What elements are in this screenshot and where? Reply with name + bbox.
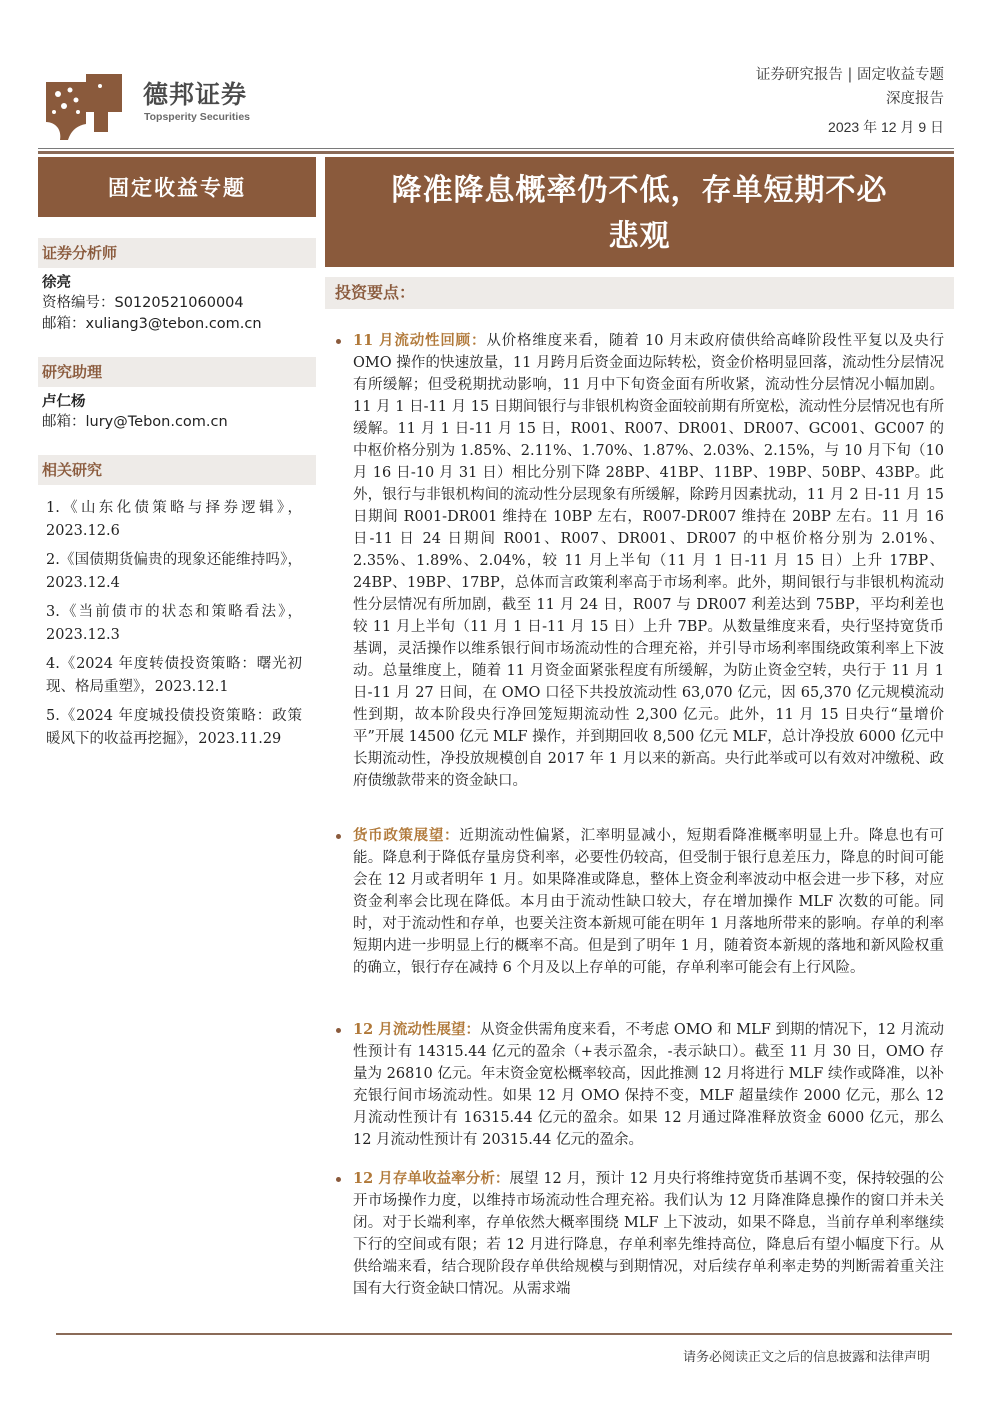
assistant-heading: 研究助理 bbox=[38, 357, 316, 387]
key-point-3 bbox=[353, 1019, 944, 1151]
brand-name-cn: 德邦证券 bbox=[143, 80, 248, 109]
header-divider-thick bbox=[38, 151, 954, 154]
report-title bbox=[325, 157, 954, 267]
key-point-1 bbox=[353, 330, 944, 792]
company-logo-icon bbox=[44, 72, 128, 140]
report-title-line1: 降准降息概率仍不低，存单短期不必 bbox=[391, 173, 888, 208]
report-date: 2023 年 12 月 9 日 bbox=[828, 119, 944, 135]
bullet-dot bbox=[336, 339, 341, 344]
related-item[interactable]: 5.《2024 年度城投债投资策略：政策暖风下的收益再挖掘》，2023.11.29 bbox=[46, 708, 302, 747]
footer-disclaimer: 请务必阅读正文之后的信息披露和法律声明 bbox=[682, 1350, 930, 1365]
related-item[interactable]: 3.《当前债市的状态和策略看法》，2023.12.3 bbox=[46, 604, 302, 643]
key-point-lead: 11 月流动性回顾： bbox=[353, 332, 487, 349]
assistant-name: 卢仁杨 bbox=[42, 393, 86, 410]
analyst-cert: 资格编号：S0120521060004 bbox=[42, 295, 244, 311]
bullet-dot bbox=[336, 1177, 341, 1182]
key-point-body: 展望 12 月，预计 12 月央行将维持宽货币基调不变，保持较强的公开市场操作力度，以维持市场流动性合理充裕。我们认为 12 月降准降息操作的窗口并未关闭。对于长端利率，存单依然大概率围绕 MLF 上下波动，如果不降息，当前存单利率继续下行的空间或有限；若 12 月进行降息，存单利率先维持高位，降息后有望小幅度下行。从供给端来看，结合现阶段存单供给规模与到期情况，对后续存单利率走势的判断需着重关注国有大行资金缺口情况。从需求端 bbox=[353, 1171, 944, 1297]
bullet-dot bbox=[336, 1028, 341, 1033]
report-title-line2: 悲观 bbox=[608, 219, 671, 254]
assistant-email: 邮箱：lury@Tebon.com.cn bbox=[42, 414, 228, 430]
key-point-lead: 12 月流动性展望： bbox=[353, 1021, 481, 1038]
report-subtype: 深度报告 bbox=[886, 91, 944, 107]
footer-divider bbox=[56, 1333, 952, 1335]
header-divider bbox=[38, 148, 954, 149]
key-point-body: 从资金供需角度来看，不考虑 OMO 和 MLF 到期的情况下，12 月流动性预计有 14315.44 亿元的盈余（+表示盈余，-表示缺口）。截至 11 月 30 日，OMO 存量为 26810 亿元。年末资金宽松概率较高，因此推测 12 月将进行 MLF 续作或降准，以补充银行间市场流动性。如果 12 月 OMO 保持不变，MLF 超量续作 2000 亿元，那么 12 月流动性预计有 16315.44 亿元的盈余。如果 12 月通过降准释放资金 6000 亿元，那么 12 月流动性预计有 20315.44 亿元的盈余。 bbox=[353, 1022, 944, 1148]
key-point-lead: 12 月存单收益率分析： bbox=[353, 1170, 510, 1187]
key-point-body: 近期流动性偏紧，汇率明显减小，短期看降准概率明显上升。降息也有可能。降息利于降低存量房贷利率，必要性仍较高，但受制于银行息差压力，降息的时间可能会在 12 月或者明年 1 月。如果降准或降息，整体上资金利率波动中枢会进一步下移，对应资金利率会比现在降低。本月由于流动性缺口较大，存在增加操作 MLF 次数的可能。同时，对于流动性和存单，也要关注资本新规可能在明年 1 月落地所带来的影响。存单的利率短期内进一步明显上行的概率不高。但是到了明年 1 月，随着资本新规的落地和新风险权重的确立，银行存在减持 6 个月及以上存单的可能，存单利率可能会有上行风险。 bbox=[353, 828, 945, 976]
related-item[interactable]: 1.《山东化债策略与择券逻辑》，2023.12.6 bbox=[46, 500, 302, 539]
key-point-2 bbox=[353, 825, 944, 979]
bullet-dot bbox=[336, 834, 341, 839]
related-research-list bbox=[46, 497, 302, 757]
analyst-name: 徐亮 bbox=[42, 274, 71, 291]
category-banner: 固定收益专题 bbox=[38, 157, 316, 217]
related-item[interactable]: 2.《国债期货偏贵的现象还能维持吗》，2023.12.4 bbox=[46, 552, 302, 591]
key-point-4 bbox=[353, 1168, 944, 1300]
key-point-lead: 货币政策展望： bbox=[353, 827, 460, 844]
analyst-heading: 证券分析师 bbox=[38, 238, 316, 268]
related-research-heading: 相关研究 bbox=[38, 455, 316, 485]
analyst-email: 邮箱：xuliang3@tebon.com.cn bbox=[42, 316, 262, 332]
key-points-heading: 投资要点： bbox=[325, 277, 954, 309]
report-type: 证券研究报告 | 固定收益专题 bbox=[755, 67, 944, 83]
key-point-body: 从价格维度来看，随着 10 月末政府债供给高峰阶段性平复以及央行 OMO 操作的快速放量，11 月跨月后资金面边际转松，资金价格明显回落，流动性分层情况有所缓解；但受税期扰动影响，11 月中下旬资金面有所收紧，流动性分层情况小幅加剧。11 月 1 日-11 月 15 日期间银行与非银机构资金面较前期有所宽松，流动性分层情况也有所缓解。11 月 1 日-11 月 15 日，R001、R007、DR001、DR007、GC001、GC007 的中枢价格分别为 1.85%、2.11%、1.70%、1.87%、2.03%、2.15%，与 10 月下旬（10 月 16 日-10 月 31 日）相比分别下降 28BP、41BP、11BP、19BP、50BP、43BP。此外，银行与非银机构间的流动性分层现象有所缓解，除跨月因素扰动，11 月 2 日-11 月 15 日期间 R001-DR001 维持在 10BP 左右，R007-DR007 维持在 20BP 左右。11 月 16 日-11 日 24 日期间 R001、R007、DR001、DR007 的中枢价格分别为 2.01%、2.35%、1.89%、2.04%，较 11 月上半旬（11 月 1 日-11 月 15 日）上升 17BP、24BP、19BP、17BP，总体而言政策利率高于市场利率。此外，期间银行与非银机构流动性分层情况有所加剧，截至 11 月 24 日，R007 与 DR007 利差达到 75BP，平均利差也较 11 月上半旬（11 月 1 日-11 月 15 日）上升 7BP。从数量维度来看，央行坚持宽货币基调，灵活操作以维系银行间市场流动性的合理充裕，并引导市场利率围绕政策利率上下波动。总量维度上，随着 11 月资金面紧张程度有所缓解，为防止资金空转，央行于 11 月 1 日-11 月 27 日间，在 OMO 口径下共投放流动性 63,070 亿元，因 65,370 亿元规模流动性到期，故本阶段央行净回笼短期流动性 2,300 亿元。此外，11 月 15 日央行“量增价平”开展 14500 亿元 MLF 操作，并到期回收 8,500 亿元 MLF，总计净投放 6000 亿元中长期流动性，净投放规模创自 2017 年 1 月以来的新高。央行此举或可以有效对冲缴税、政府债缴款带来的资金缺口。 bbox=[353, 333, 944, 789]
brand-name-en: Topsperity Securities bbox=[144, 111, 251, 123]
related-item[interactable]: 4.《2024 年度转债投资策略：曙光初现、格局重塑》，2023.12.1 bbox=[46, 656, 302, 695]
